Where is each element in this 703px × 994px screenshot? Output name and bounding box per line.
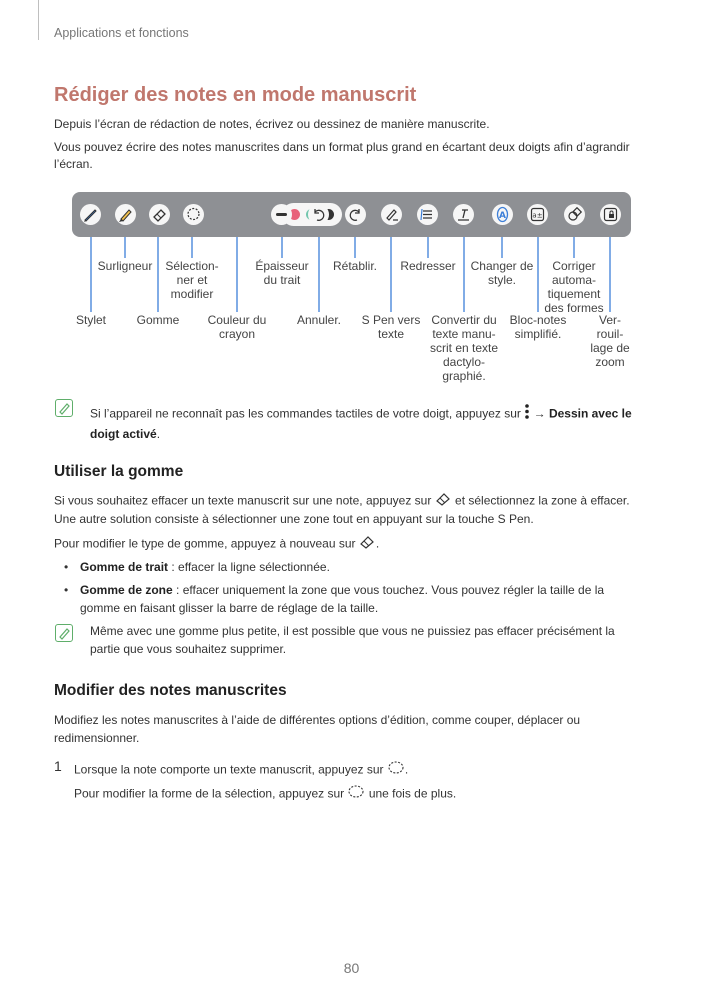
bullet-gomme-zone (80, 582, 670, 617)
label-couleur: Couleur du crayon (207, 313, 267, 341)
label-corriger: Corriger automa- tiquement des formes (544, 259, 604, 315)
label-changer-style: Changer de style. (470, 259, 534, 287)
note-gomme-a: Même avec une gomme plus petite, il est possible que vous ne puissiez pas effacer précisément la (90, 624, 615, 638)
step-1b: . (404, 762, 409, 777)
note-gomme-b: partie que vous souhaitez supprimer. (90, 641, 287, 656)
label-selection: Sélection- ner et modifier (165, 259, 219, 301)
gomme-p3a: Pour modifier le type de gomme, appuyez à nouveau sur (54, 536, 356, 551)
gomme-paragraph-2: Une autre solution consiste à sélectionner une zone tout en appuyant sur la touche S Pen. (54, 512, 534, 526)
svg-text:a±: a± (532, 211, 543, 220)
step-1a: Lorsque la note comporte un texte manuscrit, appuyez sur (74, 762, 384, 777)
step-1-text (74, 760, 664, 781)
note-arrow: → (533, 406, 546, 421)
svg-text:A: A (499, 211, 506, 221)
bullet-2-text: : effacer uniquement la zone que vous touchez. Vous pouvez régler la taille de la (172, 583, 605, 597)
intro-paragraph-2b: l’écran. (54, 157, 93, 171)
lasso-select-icon (387, 760, 405, 781)
note-finger-text: Si l’appareil ne reconnaît pas les commandes tactiles de votre doigt, appuyez sur (90, 406, 521, 421)
label-gomme: Gomme (136, 313, 180, 327)
note-finger-link2: doigt activé (90, 426, 157, 441)
heading-modifier: Modifier des notes manuscrites (54, 682, 287, 699)
lasso-select-icon (347, 784, 365, 805)
label-annuler: Annuler. (296, 313, 342, 327)
modifier-p1a: Modifiez les notes manuscrites à l’aide de différentes options d’édition, comme couper, déplacer ou (54, 713, 581, 727)
section-header: Applications et fonctions (54, 26, 189, 40)
intro-paragraph-1: Depuis l’écran de rédaction de notes, écrivez ou dessinez de manière manuscrite. (54, 117, 490, 131)
label-redresser: Redresser (400, 259, 456, 273)
note-finger-link: Dessin avec le (548, 406, 632, 421)
bullet-1-text: : effacer la ligne sélectionnée. (168, 560, 330, 574)
gomme-paragraph-1 (54, 491, 664, 512)
step-1-sub-b: une fois de plus. (365, 786, 457, 801)
label-stylet: Stylet (75, 313, 107, 327)
step-1-sub-a: Pour modifier la forme de la sélection, appuyez sur (74, 786, 345, 801)
note-icon (55, 399, 73, 417)
label-epaisseur: Épaisseur du trait (255, 259, 309, 287)
heading-gomme: Utiliser la gomme (54, 463, 184, 480)
label-convertir: Convertir du texte manu- scrit en texte dactylo- graphié. (429, 313, 499, 383)
bullet-1-label: Gomme de trait (80, 560, 169, 574)
bullet-2-label: Gomme de zone (80, 583, 173, 597)
page-title: Rédiger des notes en mode manuscrit (54, 84, 417, 106)
bullet-gomme-trait (80, 559, 660, 577)
label-blocnotes: Bloc-notes simplifié. (509, 313, 567, 341)
label-retablir: Rétablir. (332, 259, 378, 273)
label-verrouillage: Ver- rouil- lage de zoom (590, 313, 630, 369)
note-finger-end: . (156, 426, 161, 441)
step-1-sub (74, 784, 664, 805)
bullet-dot: • (64, 583, 69, 597)
label-spen: S Pen vers texte (361, 313, 421, 341)
note-finger-drawing (90, 403, 650, 443)
label-surligneur: Surligneur (97, 259, 153, 273)
bullet-2-text2: gomme en faisant glisser la barre de réglage de la taille. (80, 600, 379, 615)
page-number: 80 (343, 960, 360, 976)
gomme-p1b: et sélectionnez la zone à effacer. (455, 493, 630, 508)
more-options-icon (524, 403, 530, 426)
eraser-icon (435, 491, 452, 512)
bullet-dot: • (64, 560, 69, 574)
intro-paragraph-2a: Vous pouvez écrire des notes manuscrites dans un format plus grand en écartant deux doigts afin d’agrandir (54, 140, 630, 154)
step-number: 1 (54, 758, 62, 774)
modifier-paragraph-1 (54, 712, 664, 747)
eraser-icon (359, 534, 376, 555)
gomme-p1a: Si vous souhaitez effacer un texte manuscrit sur une note, appuyez sur (54, 493, 432, 508)
note-gomme (90, 623, 660, 658)
gomme-p3b: . (375, 536, 380, 551)
gomme-paragraph-3 (54, 534, 664, 555)
modifier-p1b: redimensionner. (54, 730, 140, 745)
note-icon (55, 624, 73, 642)
